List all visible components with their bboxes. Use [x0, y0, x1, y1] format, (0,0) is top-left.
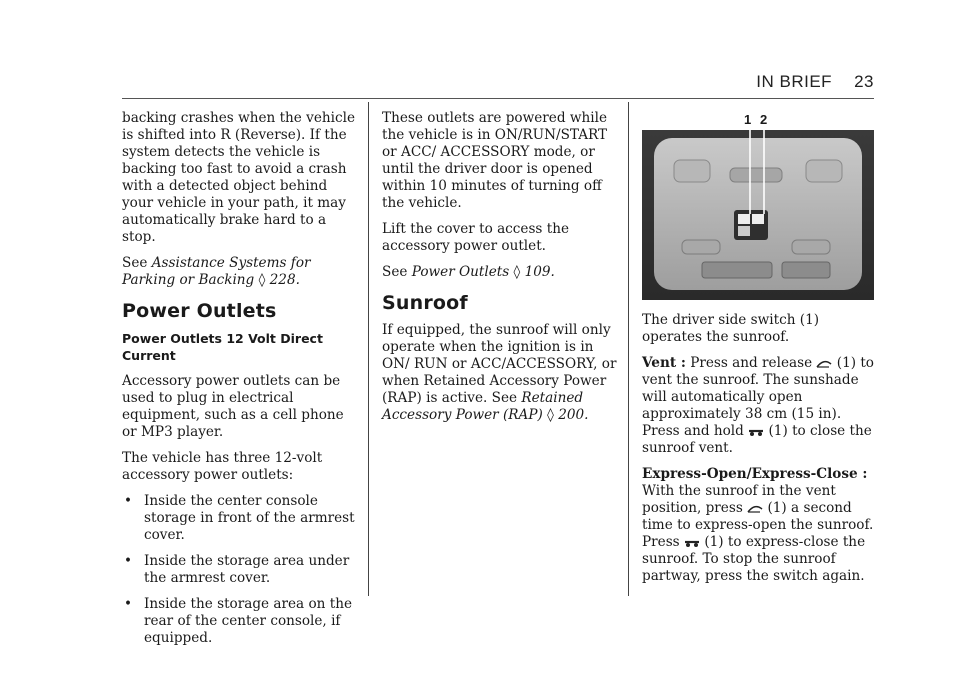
- callout-label-2: 2: [760, 112, 768, 127]
- instruction-text: (1) a second time to express-open the sunroof. Press: [642, 500, 874, 550]
- instruction-text: (1) to express-close the sunroof. To stop the sunroof partway, press the switch again.: [642, 534, 866, 584]
- header-section: IN BRIEF: [756, 72, 833, 91]
- paragraph: Accessory power outlets can be used to plug in electrical equipment, such as a cell phone or MP3 player.: [122, 373, 344, 440]
- sunroof-switch-figure: [642, 112, 874, 302]
- callout-label-1: 1: [744, 112, 752, 127]
- column-3: [642, 312, 878, 594]
- instruction-text: (1) to vent the sunroof. The sunshade will automatically open approximately 38 cm (15 in). Press and hold: [642, 355, 874, 439]
- instruction-text: With the sunroof in the vent position, press: [642, 483, 836, 516]
- column-divider-2: [628, 102, 629, 596]
- page-ref-icon: ◊: [258, 272, 266, 288]
- list-item-text: Inside the storage area on the rear of the center console, if equipped.: [144, 596, 352, 646]
- page-ref-icon: ◊: [513, 264, 521, 280]
- see-prefix: See: [382, 264, 408, 280]
- column-1: [122, 110, 358, 656]
- paragraph: [382, 322, 618, 424]
- paragraph-text: If equipped, the sunroof will only operate when the ignition is in ON/ RUN or ACC/ACCESSORY, or when Retained Accessory Power (RAP) is active. See: [382, 322, 617, 406]
- paragraph: backing crashes when the vehicle is shifted into R (Reverse). If the system detects the vehicle is backing too fast to avoid a crash with a detected object behind your vehicle in your path, it may automatically brake hard to a stop.: [122, 110, 355, 245]
- ref-page[interactable]: 228.: [269, 272, 300, 288]
- bullet-icon: •: [124, 493, 133, 509]
- running-header: [756, 72, 874, 92]
- page-number: 23: [854, 72, 874, 91]
- paragraph: The driver side switch (1) operates the sunroof.: [642, 312, 820, 345]
- column-divider-1: [368, 102, 369, 596]
- ref-link[interactable]: Assistance Systems for Parking or Backing: [122, 255, 311, 288]
- paragraph: These outlets are powered while the vehicle is in ON/RUN/START or ACC/ ACCESSORY mode, or until the driver door is opened within 10 minutes of turning off the vehicle.: [382, 110, 608, 211]
- bullet-icon: •: [124, 553, 133, 569]
- bullet-icon: •: [124, 596, 133, 612]
- list-item-text: Inside the storage area under the armrest cover.: [144, 553, 350, 586]
- ref-link[interactable]: Retained Accessory Power (RAP): [382, 390, 584, 423]
- subsection-heading: Power Outlets 12 Volt Direct Current: [122, 331, 323, 363]
- express-instructions: [642, 466, 878, 585]
- list-item: [122, 596, 358, 647]
- sunroof-open-icon: [816, 358, 832, 369]
- cross-reference: [122, 255, 358, 289]
- page-ref-icon: ◊: [547, 407, 554, 423]
- term-label: Express-Open/Express-Close :: [642, 466, 868, 482]
- list-item-text: Inside the center console storage in front of the armrest cover.: [144, 493, 355, 543]
- term-label: Vent :: [642, 355, 686, 371]
- see-prefix: See: [122, 255, 148, 271]
- list-item: [122, 553, 358, 587]
- ref-page[interactable]: 109.: [524, 264, 555, 280]
- ref-link[interactable]: Power Outlets: [411, 264, 510, 280]
- list-item: [122, 493, 358, 544]
- bullet-list: [122, 493, 358, 647]
- header-rule: [122, 98, 874, 99]
- column-2: [382, 110, 618, 433]
- instruction-text: Press and release: [690, 355, 813, 371]
- sunroof-close-icon: [684, 537, 700, 548]
- overhead-console-illustration: [642, 130, 874, 300]
- instruction-text: (1) to close the sunroof vent.: [642, 423, 872, 456]
- ref-page[interactable]: 200.: [558, 407, 589, 423]
- section-heading: Power Outlets: [122, 300, 277, 322]
- paragraph: Lift the cover to access the accessory power outlet.: [382, 221, 569, 254]
- cross-reference: [382, 264, 618, 281]
- sunroof-open-icon: [747, 503, 763, 514]
- overhead-console-image: [642, 130, 874, 300]
- vent-instructions: [642, 355, 878, 457]
- section-heading: Sunroof: [382, 292, 468, 314]
- sunroof-close-icon: [748, 426, 764, 437]
- paragraph: The vehicle has three 12-volt accessory power outlets:: [122, 450, 323, 483]
